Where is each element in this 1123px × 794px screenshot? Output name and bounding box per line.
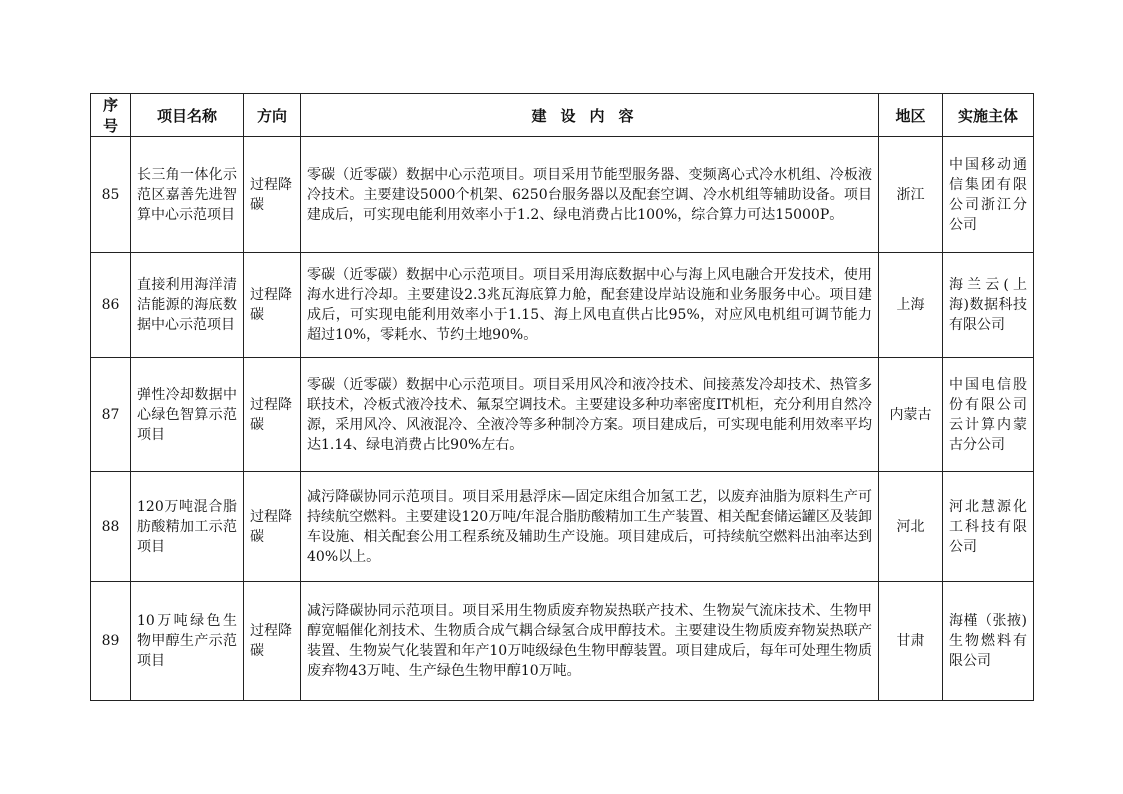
cell-name: 120万吨混合脂肪酸精加工示范项目 (131, 472, 244, 582)
cell-no: 87 (91, 358, 131, 472)
header-name: 项目名称 (131, 94, 244, 137)
cell-region: 河北 (879, 472, 943, 582)
projects-table (90, 93, 1034, 701)
cell-direction: 过程降碳 (244, 253, 301, 358)
cell-region: 浙江 (879, 137, 943, 253)
cell-direction: 过程降碳 (244, 582, 301, 701)
cell-direction: 过程降碳 (244, 472, 301, 582)
cell-owner: 中国移动通信集团有限公司浙江分公司 (943, 137, 1034, 253)
cell-region: 内蒙古 (879, 358, 943, 472)
cell-no: 88 (91, 472, 131, 582)
table-row (91, 472, 1034, 582)
cell-region: 甘肃 (879, 582, 943, 701)
cell-no: 85 (91, 137, 131, 253)
header-region: 地区 (879, 94, 943, 137)
cell-no: 86 (91, 253, 131, 358)
cell-content: 零碳（近零碳）数据中心示范项目。项目采用海底数据中心与海上风电融合开发技术，使用海水进行冷却。主要建设2.3兆瓦海底算力舱，配套建设岸站设施和业务服务中心。项目建成后，可实现电能利用效率小于1.15、海上风电直供占比95%，对应风电机组可调节能力超过10%，零耗水、节约土地90%。 (301, 253, 879, 358)
cell-owner: 海兰云(上海)数据科技有限公司 (943, 253, 1034, 358)
cell-content: 零碳（近零碳）数据中心示范项目。项目采用风冷和液冷技术、间接蒸发冷却技术、热管多联技术，冷板式液冷技术、氟泵空调技术。主要建设多种功率密度IT机柜，充分利用自然冷源，采用风冷、风液混冷、全液冷等多种制冷方案。项目建成后，可实现电能利用效率平均达1.14、绿电消费占比90%左右。 (301, 358, 879, 472)
cell-no: 89 (91, 582, 131, 701)
cell-owner: 中国电信股份有限公司云计算内蒙古分公司 (943, 358, 1034, 472)
cell-content: 减污降碳协同示范项目。项目采用悬浮床—固定床组合加氢工艺，以废弃油脂为原料生产可持续航空燃料。主要建设120万吨/年混合脂肪酸精加工生产装置、相关配套储运罐区及装卸车设施、相关配套公用工程系统及辅助生产设施。项目建成后，可持续航空燃料出油率达到40%以上。 (301, 472, 879, 582)
header-content: 建设内容 (301, 94, 879, 137)
cell-direction: 过程降碳 (244, 137, 301, 253)
cell-owner: 河北慧源化工科技有限公司 (943, 472, 1034, 582)
cell-name: 长三角一体化示范区嘉善先进智算中心示范项目 (131, 137, 244, 253)
header-row (91, 94, 1034, 137)
cell-region: 上海 (879, 253, 943, 358)
table-row (91, 253, 1034, 358)
cell-direction: 过程降碳 (244, 358, 301, 472)
cell-name: 弹性冷却数据中心绿色智算示范项目 (131, 358, 244, 472)
table-row (91, 358, 1034, 472)
cell-name: 10万吨绿色生物甲醇生产示范项目 (131, 582, 244, 701)
cell-content: 减污降碳协同示范项目。项目采用生物质废弃物炭热联产技术、生物炭气流床技术、生物甲醇宽幅催化剂技术、生物质合成气耦合绿氢合成甲醇技术。主要建设生物质废弃物炭热联产装置、生物炭气化装置和年产10万吨级绿色生物甲醇装置。项目建成后，每年可处理生物质废弃物43万吨、生产绿色生物甲醇10万吨。 (301, 582, 879, 701)
table-header (91, 94, 1034, 137)
table-row (91, 137, 1034, 253)
header-owner: 实施主体 (943, 94, 1034, 137)
table-row (91, 582, 1034, 701)
table-body (91, 137, 1034, 701)
cell-owner: 海槿（张掖)生物燃料有限公司 (943, 582, 1034, 701)
header-direction: 方向 (244, 94, 301, 137)
cell-content: 零碳（近零碳）数据中心示范项目。项目采用节能型服务器、变频离心式冷水机组、冷板液冷技术。主要建设5000个机架、6250台服务器以及配套空调、冷水机组等辅助设备。项目建成后，可实现电能利用效率小于1.2、绿电消费占比100%，综合算力可达15000P。 (301, 137, 879, 253)
cell-name: 直接利用海洋清洁能源的海底数据中心示范项目 (131, 253, 244, 358)
header-no: 序号 (91, 94, 131, 137)
